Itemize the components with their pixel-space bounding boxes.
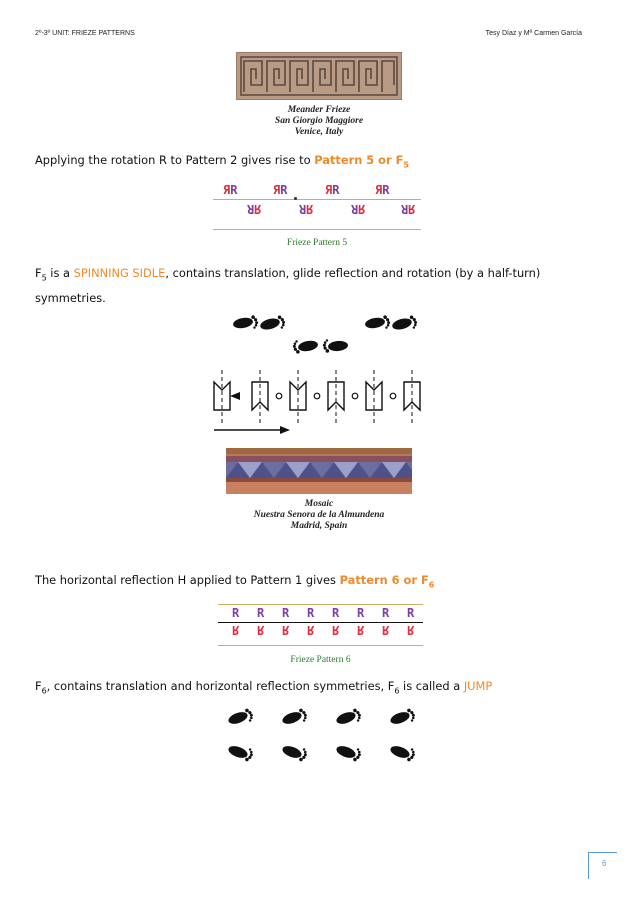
mosaic-image (226, 448, 412, 494)
footprints-jump-image (222, 704, 427, 768)
pattern5-glyph-rotated: ЯR (351, 202, 366, 216)
paragraph-rotation: Applying the rotation R to Pattern 2 gives rise to Pattern 5 or $F_5$ (35, 153, 409, 170)
footprints-spinning-image (228, 310, 423, 360)
paragraph-jump: $F_6$, contains translation and horizontal reflection symmetries, $F_6$ is called a JUMP (35, 679, 493, 696)
pattern6-glyph-reflected: R (257, 623, 265, 637)
pattern6-glyph: R (257, 606, 265, 620)
pattern5-glyph-rotated: ЯR (299, 202, 314, 216)
page-number: 6 (602, 859, 607, 868)
pattern6-glyph: R (307, 606, 315, 620)
pattern6-glyph-reflected: R (307, 623, 315, 637)
pattern5-caption: Frieze Pattern 5 (286, 238, 348, 248)
mosaic-caption-line1: Mosaic (304, 499, 334, 509)
pattern6-top-line (218, 604, 423, 605)
spinning-sidle-highlight: SPINNING SIDLE (73, 266, 166, 280)
pattern5-glyph: ЯR (223, 183, 238, 197)
rotation-center-dot (294, 197, 297, 200)
pattern6-glyph-reflected: R (407, 623, 415, 637)
meander-caption-line2: San Giorgio Maggiore (274, 116, 364, 126)
paragraph-spinning-sidle: $F_5$ is a SPINNING SIDLE, contains translation, glide reflection and rotation (by a half-turn) symmetries. (35, 266, 541, 306)
pattern5-highlight: Pattern 5 or $F_5$ (314, 153, 409, 170)
pattern5-glyph-rotated: ЯR (401, 202, 416, 216)
pattern6-caption: Frieze Pattern 6 (290, 655, 351, 665)
mosaic-caption-line2: Nuestra Senora de la Almundena (253, 510, 385, 520)
pattern6-glyph-reflected: R (332, 623, 340, 637)
pattern6-highlight: Pattern 6 or $F_6$ (339, 573, 435, 590)
jump-highlight: JUMP (463, 679, 493, 693)
symmetry-diagram (210, 368, 425, 438)
header-right: Tesy Díaz y Mª Carmen García (485, 30, 582, 37)
pattern6-glyph: R (282, 606, 290, 620)
pattern5-glyph: ЯR (273, 183, 288, 197)
frieze-pattern-6 (218, 602, 423, 648)
mosaic-caption (226, 499, 412, 532)
pattern5-glyph-rotated: ЯR (247, 202, 262, 216)
pattern6-glyph: R (407, 606, 415, 620)
pattern6-glyph-reflected: R (357, 623, 365, 637)
pattern6-bottom-line (218, 645, 423, 646)
pattern6-glyph-reflected: R (282, 623, 290, 637)
paragraph-horizontal-reflection: The horizontal reflection H applied to Pattern 1 gives Pattern 6 or $F_6$ (35, 573, 435, 590)
header-left: 2º-3º UNIT: FRIEZE PATTERNS (35, 30, 135, 37)
pattern5-top-line (213, 199, 421, 200)
meander-caption-line3: Venice, Italy (294, 127, 344, 137)
pattern6-glyph-reflected: R (382, 623, 390, 637)
pattern6-mirror-line (218, 622, 423, 623)
frieze-pattern-5 (213, 180, 421, 235)
pattern6-glyph: R (332, 606, 340, 620)
pattern6-glyph: R (382, 606, 390, 620)
meander-frieze-image (236, 52, 402, 100)
pattern6-glyph-reflected: R (232, 623, 240, 637)
pattern6-glyph: R (357, 606, 365, 620)
meander-caption-line1: Meander Frieze (287, 105, 351, 115)
pattern5-glyph: ЯR (375, 183, 390, 197)
pattern5-glyph: ЯR (325, 183, 340, 197)
mosaic-caption-line3: Madrid, Spain (290, 521, 348, 531)
meander-caption (236, 105, 402, 138)
pattern6-glyph: R (232, 606, 240, 620)
pattern5-bottom-line (213, 229, 421, 230)
